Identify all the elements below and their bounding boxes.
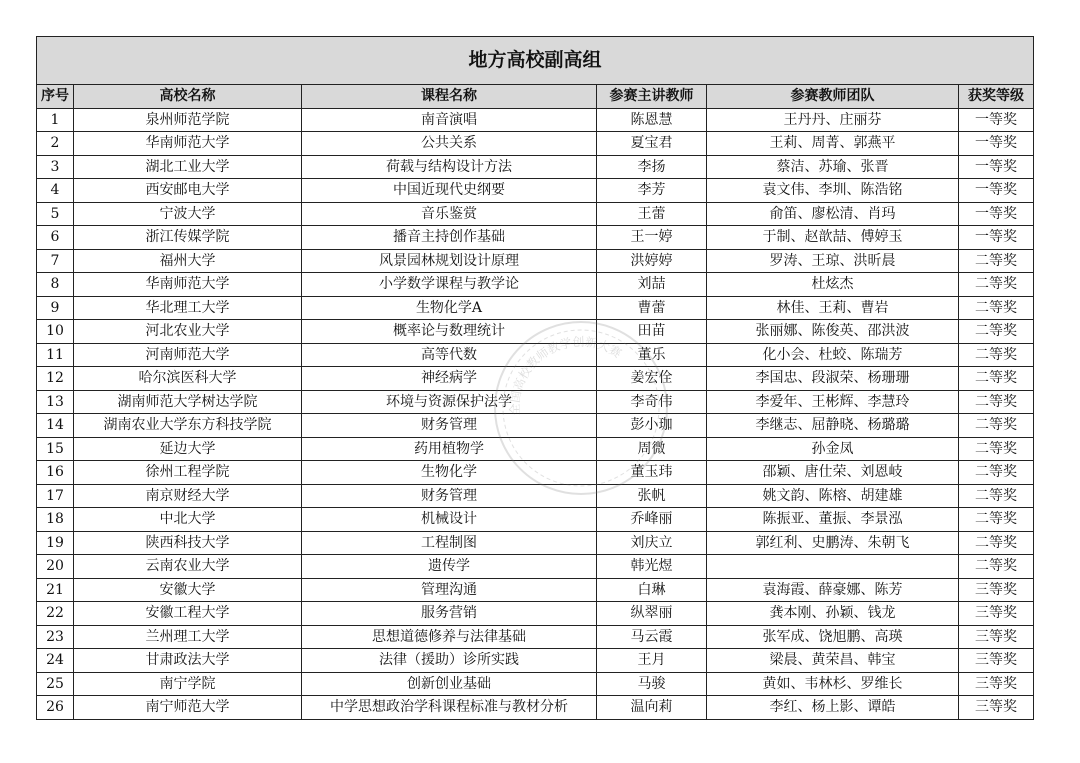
cell-school: 华南师范大学 bbox=[74, 132, 302, 156]
cell-lead-teacher: 田苗 bbox=[597, 320, 707, 344]
cell-school: 延边大学 bbox=[74, 437, 302, 461]
cell-index: 18 bbox=[37, 508, 74, 532]
cell-award: 二等奖 bbox=[959, 461, 1034, 485]
cell-school: 西安邮电大学 bbox=[74, 179, 302, 203]
cell-team: 李继志、屈静晓、杨璐璐 bbox=[707, 414, 959, 438]
cell-lead-teacher: 姜宏佺 bbox=[597, 367, 707, 391]
cell-award: 二等奖 bbox=[959, 273, 1034, 297]
cell-index: 21 bbox=[37, 578, 74, 602]
table-row bbox=[37, 273, 1034, 297]
cell-lead-teacher: 夏宝君 bbox=[597, 132, 707, 156]
cell-school: 中北大学 bbox=[74, 508, 302, 532]
cell-school: 宁波大学 bbox=[74, 202, 302, 226]
table-row bbox=[37, 625, 1034, 649]
cell-team: 袁海霞、薛豪娜、陈芳 bbox=[707, 578, 959, 602]
table-row bbox=[37, 555, 1034, 579]
cell-course: 生物化学 bbox=[302, 461, 597, 485]
cell-award: 一等奖 bbox=[959, 202, 1034, 226]
cell-school: 华南师范大学 bbox=[74, 273, 302, 297]
table-row bbox=[37, 343, 1034, 367]
cell-award: 二等奖 bbox=[959, 249, 1034, 273]
cell-index: 11 bbox=[37, 343, 74, 367]
cell-index: 4 bbox=[37, 179, 74, 203]
cell-lead-teacher: 董玉玮 bbox=[597, 461, 707, 485]
cell-lead-teacher: 李奇伟 bbox=[597, 390, 707, 414]
cell-award: 三等奖 bbox=[959, 578, 1034, 602]
cell-award: 三等奖 bbox=[959, 625, 1034, 649]
cell-index: 9 bbox=[37, 296, 74, 320]
table-row bbox=[37, 461, 1034, 485]
table-row bbox=[37, 508, 1034, 532]
cell-course: 财务管理 bbox=[302, 484, 597, 508]
cell-course: 机械设计 bbox=[302, 508, 597, 532]
award-sheet bbox=[36, 36, 1033, 720]
cell-index: 7 bbox=[37, 249, 74, 273]
cell-course: 法律（援助）诊所实践 bbox=[302, 649, 597, 673]
cell-team: 俞笛、廖松清、肖玛 bbox=[707, 202, 959, 226]
cell-course: 中学思想政治学科课程标准与教材分析 bbox=[302, 696, 597, 720]
cell-index: 12 bbox=[37, 367, 74, 391]
cell-team: 张军成、饶旭鹏、高瑛 bbox=[707, 625, 959, 649]
cell-lead-teacher: 洪婷婷 bbox=[597, 249, 707, 273]
table-row bbox=[37, 202, 1034, 226]
cell-lead-teacher: 王蕾 bbox=[597, 202, 707, 226]
table-row bbox=[37, 249, 1034, 273]
cell-course: 创新创业基础 bbox=[302, 672, 597, 696]
header-lead-teacher: 参赛主讲教师 bbox=[597, 85, 707, 109]
cell-team: 张丽娜、陈俊英、邵洪波 bbox=[707, 320, 959, 344]
cell-award: 二等奖 bbox=[959, 296, 1034, 320]
table-row bbox=[37, 179, 1034, 203]
cell-award: 一等奖 bbox=[959, 226, 1034, 250]
header-award: 获奖等级 bbox=[959, 85, 1034, 109]
table-row bbox=[37, 578, 1034, 602]
cell-team: 梁晨、黄荣昌、韩宝 bbox=[707, 649, 959, 673]
table-row bbox=[37, 132, 1034, 156]
table-row bbox=[37, 649, 1034, 673]
cell-award: 二等奖 bbox=[959, 343, 1034, 367]
cell-course: 神经病学 bbox=[302, 367, 597, 391]
cell-team bbox=[707, 555, 959, 579]
cell-award: 二等奖 bbox=[959, 437, 1034, 461]
cell-team: 龚本刚、孙颖、钱龙 bbox=[707, 602, 959, 626]
table-body bbox=[37, 108, 1034, 719]
cell-team: 姚文韵、陈榕、胡建雄 bbox=[707, 484, 959, 508]
cell-course: 工程制图 bbox=[302, 531, 597, 555]
cell-school: 南宁师范大学 bbox=[74, 696, 302, 720]
header-course: 课程名称 bbox=[302, 85, 597, 109]
cell-school: 浙江传媒学院 bbox=[74, 226, 302, 250]
cell-team: 蔡洁、苏瑜、张晋 bbox=[707, 155, 959, 179]
cell-lead-teacher: 陈恩慧 bbox=[597, 108, 707, 132]
cell-team: 邵颖、唐仕荣、刘恩岐 bbox=[707, 461, 959, 485]
cell-lead-teacher: 王一婷 bbox=[597, 226, 707, 250]
cell-team: 罗涛、王琼、洪昕晨 bbox=[707, 249, 959, 273]
cell-lead-teacher: 韩光煜 bbox=[597, 555, 707, 579]
cell-award: 二等奖 bbox=[959, 320, 1034, 344]
table-row bbox=[37, 696, 1034, 720]
table-row bbox=[37, 226, 1034, 250]
cell-index: 10 bbox=[37, 320, 74, 344]
cell-lead-teacher: 马云霞 bbox=[597, 625, 707, 649]
cell-course: 药用植物学 bbox=[302, 437, 597, 461]
cell-award: 一等奖 bbox=[959, 179, 1034, 203]
cell-lead-teacher: 白琳 bbox=[597, 578, 707, 602]
cell-index: 25 bbox=[37, 672, 74, 696]
cell-school: 哈尔滨医科大学 bbox=[74, 367, 302, 391]
cell-lead-teacher: 李芳 bbox=[597, 179, 707, 203]
cell-team: 李红、杨上影、谭皓 bbox=[707, 696, 959, 720]
cell-award: 二等奖 bbox=[959, 414, 1034, 438]
cell-lead-teacher: 乔峰丽 bbox=[597, 508, 707, 532]
cell-index: 24 bbox=[37, 649, 74, 673]
cell-team: 李爱年、王彬辉、李慧玲 bbox=[707, 390, 959, 414]
cell-course: 音乐鉴赏 bbox=[302, 202, 597, 226]
cell-team: 化小会、杜蛟、陈瑞芳 bbox=[707, 343, 959, 367]
cell-course: 管理沟通 bbox=[302, 578, 597, 602]
table-row bbox=[37, 414, 1034, 438]
award-table bbox=[36, 36, 1034, 720]
cell-team: 郭红利、史鹏涛、朱朝飞 bbox=[707, 531, 959, 555]
cell-team: 王丹丹、庄丽芬 bbox=[707, 108, 959, 132]
header-index: 序号 bbox=[37, 85, 74, 109]
cell-lead-teacher: 董乐 bbox=[597, 343, 707, 367]
table-row bbox=[37, 390, 1034, 414]
cell-school: 湖南农业大学东方科技学院 bbox=[74, 414, 302, 438]
cell-course: 中国近现代史纲要 bbox=[302, 179, 597, 203]
cell-index: 15 bbox=[37, 437, 74, 461]
cell-index: 2 bbox=[37, 132, 74, 156]
cell-lead-teacher: 刘庆立 bbox=[597, 531, 707, 555]
cell-award: 三等奖 bbox=[959, 672, 1034, 696]
cell-course: 荷载与结构设计方法 bbox=[302, 155, 597, 179]
table-row bbox=[37, 296, 1034, 320]
cell-team: 杜炫杰 bbox=[707, 273, 959, 297]
cell-course: 公共关系 bbox=[302, 132, 597, 156]
cell-course: 小学数学课程与教学论 bbox=[302, 273, 597, 297]
cell-school: 湖南师范大学树达学院 bbox=[74, 390, 302, 414]
cell-index: 22 bbox=[37, 602, 74, 626]
cell-course: 高等代数 bbox=[302, 343, 597, 367]
cell-course: 服务营销 bbox=[302, 602, 597, 626]
cell-award: 一等奖 bbox=[959, 132, 1034, 156]
cell-lead-teacher: 纵翠丽 bbox=[597, 602, 707, 626]
cell-lead-teacher: 李扬 bbox=[597, 155, 707, 179]
table-title: 地方高校副高组 bbox=[37, 37, 1034, 85]
cell-index: 26 bbox=[37, 696, 74, 720]
cell-school: 河南师范大学 bbox=[74, 343, 302, 367]
cell-lead-teacher: 曹蕾 bbox=[597, 296, 707, 320]
cell-school: 安徽大学 bbox=[74, 578, 302, 602]
cell-school: 河北农业大学 bbox=[74, 320, 302, 344]
cell-lead-teacher: 周微 bbox=[597, 437, 707, 461]
table-row bbox=[37, 484, 1034, 508]
cell-course: 风景园林规划设计原理 bbox=[302, 249, 597, 273]
cell-team: 袁文伟、李圳、陈浩铭 bbox=[707, 179, 959, 203]
cell-index: 1 bbox=[37, 108, 74, 132]
cell-school: 陕西科技大学 bbox=[74, 531, 302, 555]
cell-course: 概率论与数理统计 bbox=[302, 320, 597, 344]
cell-course: 遗传学 bbox=[302, 555, 597, 579]
cell-index: 13 bbox=[37, 390, 74, 414]
cell-team: 王莉、周菁、郭燕平 bbox=[707, 132, 959, 156]
cell-course: 南音演唱 bbox=[302, 108, 597, 132]
cell-index: 19 bbox=[37, 531, 74, 555]
cell-index: 14 bbox=[37, 414, 74, 438]
cell-award: 三等奖 bbox=[959, 696, 1034, 720]
cell-index: 8 bbox=[37, 273, 74, 297]
cell-index: 16 bbox=[37, 461, 74, 485]
cell-school: 甘肃政法大学 bbox=[74, 649, 302, 673]
cell-index: 17 bbox=[37, 484, 74, 508]
header-school: 高校名称 bbox=[74, 85, 302, 109]
table-row bbox=[37, 437, 1034, 461]
cell-index: 20 bbox=[37, 555, 74, 579]
cell-lead-teacher: 王月 bbox=[597, 649, 707, 673]
title-row bbox=[37, 37, 1034, 85]
cell-school: 福州大学 bbox=[74, 249, 302, 273]
cell-lead-teacher: 刘喆 bbox=[597, 273, 707, 297]
cell-school: 兰州理工大学 bbox=[74, 625, 302, 649]
cell-index: 3 bbox=[37, 155, 74, 179]
cell-school: 南宁学院 bbox=[74, 672, 302, 696]
cell-team: 黄如、韦林杉、罗维长 bbox=[707, 672, 959, 696]
cell-school: 徐州工程学院 bbox=[74, 461, 302, 485]
cell-award: 一等奖 bbox=[959, 155, 1034, 179]
cell-course: 财务管理 bbox=[302, 414, 597, 438]
header-row bbox=[37, 85, 1034, 109]
table-row bbox=[37, 320, 1034, 344]
cell-index: 6 bbox=[37, 226, 74, 250]
cell-school: 华北理工大学 bbox=[74, 296, 302, 320]
table-row bbox=[37, 602, 1034, 626]
cell-index: 5 bbox=[37, 202, 74, 226]
table-row bbox=[37, 155, 1034, 179]
cell-school: 泉州师范学院 bbox=[74, 108, 302, 132]
cell-school: 湖北工业大学 bbox=[74, 155, 302, 179]
cell-lead-teacher: 马骏 bbox=[597, 672, 707, 696]
cell-course: 播音主持创作基础 bbox=[302, 226, 597, 250]
cell-school: 云南农业大学 bbox=[74, 555, 302, 579]
cell-award: 二等奖 bbox=[959, 367, 1034, 391]
cell-lead-teacher: 彭小珈 bbox=[597, 414, 707, 438]
svg-text:全国高校教师教学创新大赛: 全国高校教师教学创新大赛 bbox=[507, 334, 624, 416]
table-row bbox=[37, 531, 1034, 555]
cell-award: 二等奖 bbox=[959, 531, 1034, 555]
cell-award: 二等奖 bbox=[959, 555, 1034, 579]
cell-award: 三等奖 bbox=[959, 649, 1034, 673]
cell-team: 陈振亚、董振、李景泓 bbox=[707, 508, 959, 532]
cell-award: 三等奖 bbox=[959, 602, 1034, 626]
cell-team: 林佳、王莉、曹岩 bbox=[707, 296, 959, 320]
cell-lead-teacher: 张帆 bbox=[597, 484, 707, 508]
cell-course: 思想道德修养与法律基础 bbox=[302, 625, 597, 649]
table-row bbox=[37, 108, 1034, 132]
cell-award: 一等奖 bbox=[959, 108, 1034, 132]
cell-team: 于制、赵歆喆、傅婷玉 bbox=[707, 226, 959, 250]
cell-course: 生物化学A bbox=[302, 296, 597, 320]
cell-team: 孙金凤 bbox=[707, 437, 959, 461]
cell-lead-teacher: 温向莉 bbox=[597, 696, 707, 720]
table-row bbox=[37, 367, 1034, 391]
cell-course: 环境与资源保护法学 bbox=[302, 390, 597, 414]
cell-school: 安徽工程大学 bbox=[74, 602, 302, 626]
header-team: 参赛教师团队 bbox=[707, 85, 959, 109]
table-row bbox=[37, 672, 1034, 696]
cell-award: 二等奖 bbox=[959, 508, 1034, 532]
cell-index: 23 bbox=[37, 625, 74, 649]
cell-award: 二等奖 bbox=[959, 390, 1034, 414]
cell-school: 南京财经大学 bbox=[74, 484, 302, 508]
cell-award: 二等奖 bbox=[959, 484, 1034, 508]
cell-team: 李国忠、段淑荣、杨珊珊 bbox=[707, 367, 959, 391]
